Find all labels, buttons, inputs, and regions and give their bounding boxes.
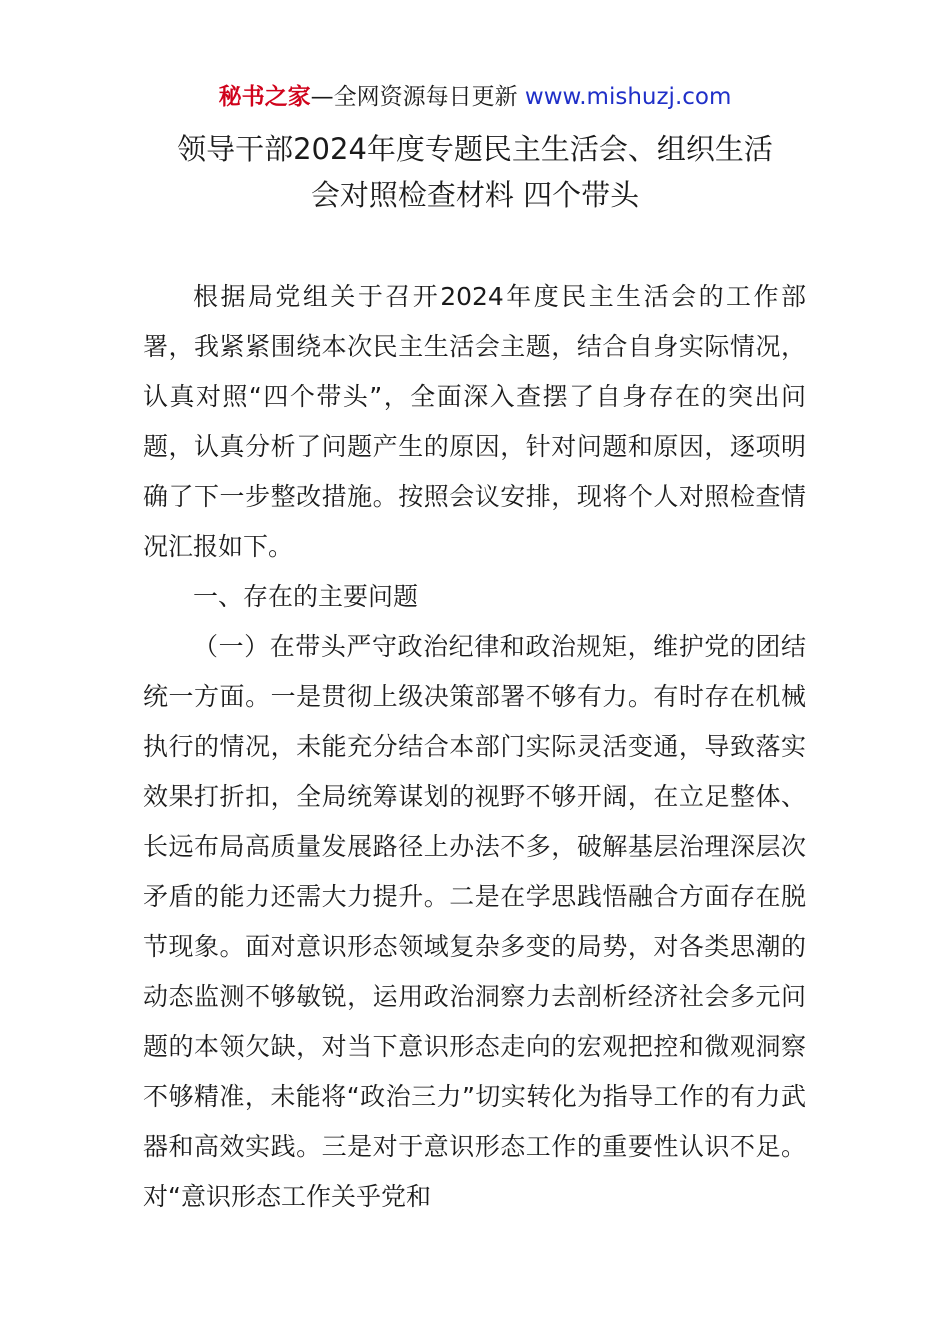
body-paragraph: （一）在带头严守政治纪律和政治规矩，维护党的团结统一方面。一是贯彻上级决策部署不够有力。有时存在机械执行的情况，未能充分结合本部门实际灵活变通，导致落实效果打折扣，全局统筹谋划的视野不够开阔，在立足整体、长远布局高质量发展路径上办法不多，破解基层治理深层次矛盾的能力还需大力提升。二是在学思践悟融合方面存在脱节现象。面对意识形态领域复杂多变的局势，对各类思潮的动态监测不够敏锐，运用政治洞察力去剖析经济社会多元问题的本领欠缺，对当下意识形态走向的宏观把控和微观洞察不够精准，未能将“政治三力”切实转化为指导工作的有力武器和高效实践。三是对于意识形态工作的重要性认识不足。对“意识形态工作关乎党和 (143, 632, 806, 1211)
intro-paragraph: 根据局党组关于召开2024年度民主生活会的工作部署，我紧紧围绕本次民主生活会主题，结合自身实际情况，认真对照“四个带头”，全面深入查摆了自身存在的突出问题，认真分析了问题产生的原因，针对问题和原因，逐项明确了下一步整改措施。按照会议安排，现将个人对照检查情况汇报如下。 (143, 282, 806, 561)
document-body (143, 272, 806, 1222)
document-title-line-2: 会对照检查材料 四个带头 (310, 178, 640, 212)
section-heading: 一、存在的主要问题 (193, 582, 419, 611)
site-header (0, 80, 950, 114)
header-tagline: —全网资源每日更新 (310, 84, 518, 110)
document-title-line-1: 领导干部2024年度专题民主生活会、组织生活 (177, 132, 773, 166)
document-title (0, 126, 950, 218)
brand-name: 秘书之家 (218, 84, 311, 110)
site-url-link[interactable]: www.mishuzj.com (524, 84, 732, 110)
